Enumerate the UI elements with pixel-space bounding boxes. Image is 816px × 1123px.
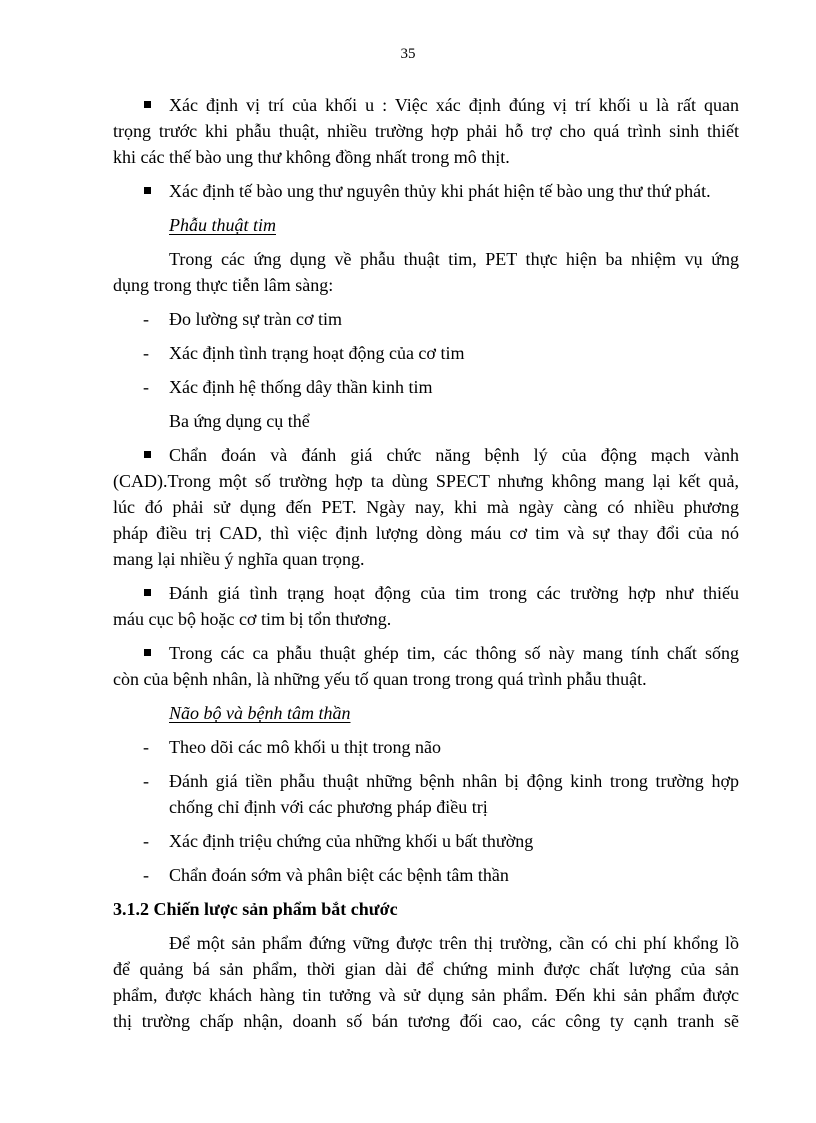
bullet-line: còn của bệnh nhân, là những yếu tố quan trong trong quá trình phẫu thuật.	[113, 669, 647, 689]
bullet-line: trọng trước khi phẫu thuật, nhiều trường hợp phải hỗ trợ cho quá trình sinh thiết	[113, 121, 739, 141]
paragraph-line: Trong các ứng dụng về phẫu thuật tim, PET thực hiện ba nhiệm vụ ứng	[169, 249, 739, 269]
page-number: 35	[400, 46, 416, 62]
bullet-line: lúc đó phải sử dụng đến PET. Ngày nay, khi mà ngày càng có nhiều phương	[113, 497, 739, 517]
dash-marker: -	[143, 831, 149, 851]
paragraph-three-applications: Ba ứng dụng cụ thể	[169, 411, 310, 431]
paragraph-line: Để một sản phẩm đứng vững được trên thị trường, cần có chi phí khổng lồ	[169, 933, 739, 953]
dash-item-text: Đo lường sự tràn cơ tim	[169, 309, 343, 329]
dash-marker: -	[143, 309, 149, 329]
section-heading-3-1-2: 3.1.2 Chiến lược sản phẩm bắt chước	[113, 899, 398, 919]
bullet-line: pháp điều trị CAD, thì việc định lượng dòng máu cơ tim và sự thay đổi của nó	[113, 523, 739, 543]
bullet-line: Xác định tế bào ung thư nguyên thủy khi phát hiện tế bào ung thư thứ phát.	[113, 178, 739, 204]
dash-item-text: chống chỉ định với các phương pháp điều trị	[169, 797, 488, 817]
bullet-tumor-location	[113, 92, 739, 170]
bullet-heart-activity	[113, 580, 739, 632]
bullet-line: máu cục bộ hoặc cơ tim bị tổn thương.	[113, 609, 392, 629]
dash-item-text: Xác định tình trạng hoạt động của cơ tim	[169, 343, 465, 363]
dash-item-text: Xác định triệu chứng của những khối u bất thường	[169, 831, 534, 851]
paragraph-line: dụng trong thực tiễn lâm sàng:	[113, 275, 334, 295]
dash-marker: -	[143, 377, 149, 397]
bullet-line: Chẩn đoán và đánh giá chức năng bệnh lý của động mạch vành	[113, 442, 739, 468]
dash-marker: -	[143, 865, 149, 885]
dash-item-text: Xác định hệ thống dây thần kinh tim	[169, 377, 433, 397]
dash-item	[113, 828, 739, 854]
section-heading-heart-surgery: Phẫu thuật tim	[169, 215, 276, 235]
bullet-line: khi các thế bào ung thư không đồng nhất trong mô thịt.	[113, 147, 510, 167]
dash-marker: -	[143, 737, 149, 757]
paragraph-line: phẩm, được khách hàng tin tưởng và sử dụng sản phẩm. Đến khi sản phẩm được	[113, 985, 739, 1005]
page-content	[113, 92, 739, 1034]
dash-item	[113, 340, 739, 366]
dash-marker: -	[143, 771, 149, 791]
dash-item-text: Chẩn đoán sớm và phân biệt các bệnh tâm thần	[169, 865, 509, 885]
dash-item	[113, 768, 739, 820]
paragraph-imitation-strategy	[113, 930, 739, 1034]
section-heading-brain: Não bộ và bệnh tâm thần	[169, 703, 351, 723]
bullet-line: mang lại nhiều ý nghĩa quan trọng.	[113, 549, 365, 569]
bullet-primary-cancer	[113, 178, 739, 204]
bullet-line: (CAD).Trong một số trường hợp ta dùng SPECT nhưng không mang lại kết quả,	[113, 471, 739, 491]
dash-item	[113, 862, 739, 888]
bullet-line: Trong các ca phẫu thuật ghép tim, các thông số này mang tính chất sống	[113, 640, 739, 666]
dash-item-text: Đánh giá tiền phẫu thuật những bệnh nhân bị động kinh trong trường hợp	[169, 771, 739, 791]
paragraph-line: để quảng bá sản phẩm, thời gian dài để chứng minh được chất lượng của sản	[113, 959, 739, 979]
dash-item	[113, 734, 739, 760]
bullet-cad-diagnosis	[113, 442, 739, 572]
paragraph-heart-intro	[113, 246, 739, 298]
dash-item-text: Theo dõi các mô khối u thịt trong não	[169, 737, 441, 757]
bullet-line: Xác định vị trí của khối u : Việc xác định đúng vị trí khối u là rất quan	[113, 92, 739, 118]
paragraph-line: thị trường chấp nhận, doanh số bán tương đối cao, các công ty cạnh tranh sẽ	[113, 1011, 739, 1031]
bullet-heart-transplant	[113, 640, 739, 692]
bullet-line: Đánh giá tình trạng hoạt động của tim trong các trường hợp như thiếu	[113, 580, 739, 606]
dash-item	[113, 374, 739, 400]
dash-item	[113, 306, 739, 332]
dash-marker: -	[143, 343, 149, 363]
